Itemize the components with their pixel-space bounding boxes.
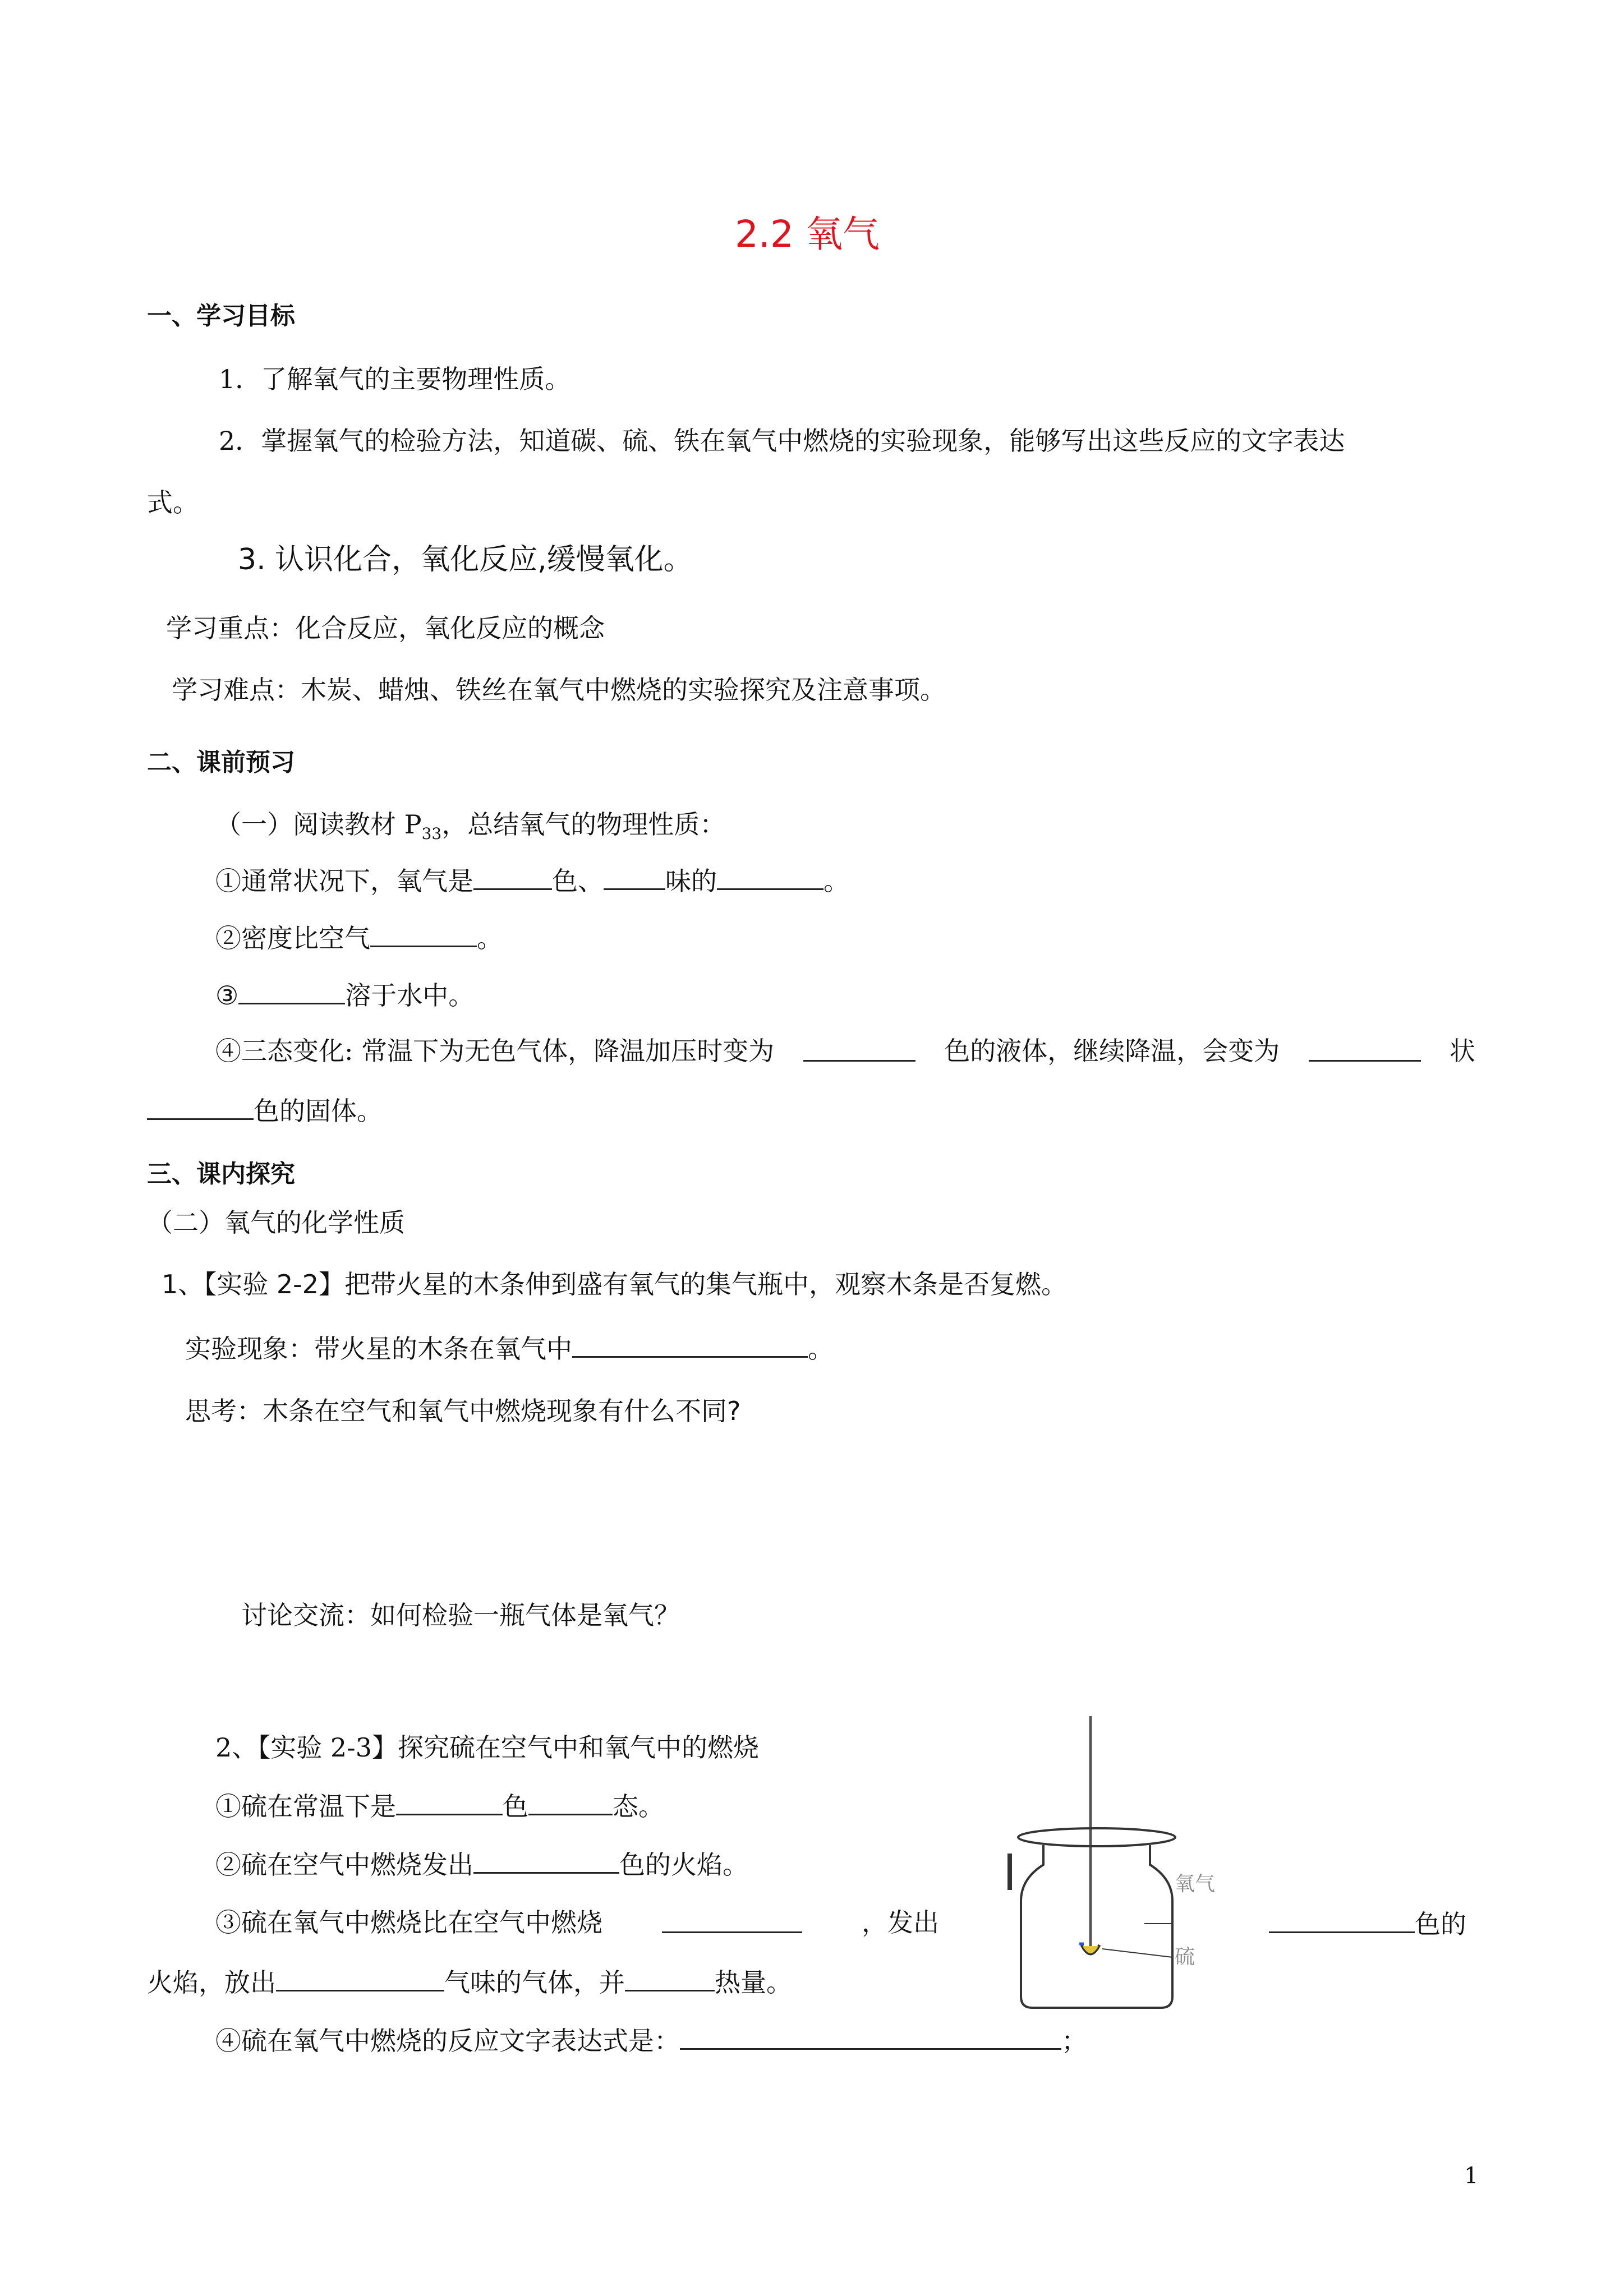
q1-text: 。	[823, 866, 849, 896]
section-heading-preview: 二、课前预习	[147, 748, 295, 777]
textbook-page-number: 33	[421, 824, 442, 843]
page-title: 2.2 氧气	[735, 213, 880, 256]
q1-blank-state[interactable]	[717, 863, 823, 890]
preview-intro-text: （一）阅读教材 P	[215, 809, 422, 840]
key-point: 学习重点：化合反应，氧化反应的概念	[166, 613, 605, 643]
s3-blank-odor[interactable]	[276, 1964, 444, 1991]
s4-text: ④硫在氧气中燃烧的反应文字表达式是：	[215, 2026, 680, 2056]
s3-blank-intensity[interactable]	[662, 1906, 802, 1933]
sulfur-question-1	[215, 1788, 664, 1823]
preview-question-4-line-2	[147, 1092, 383, 1128]
preview-question-1	[215, 863, 849, 898]
s3-text: ，发出	[862, 1907, 939, 1938]
sulfur-question-4	[215, 2022, 1087, 2058]
s2-blank-flame-color[interactable]	[473, 1846, 619, 1874]
preview-intro-text-end: ，总结氧气的物理性质：	[441, 809, 726, 840]
chemical-properties-heading: （二）氧气的化学性质	[147, 1207, 405, 1238]
phenomenon-text: 实验现象：带火星的木条在氧气中	[185, 1334, 572, 1364]
q1-blank-color[interactable]	[473, 863, 552, 890]
q4-text: 状	[1450, 1036, 1475, 1066]
figure-label-sulfur: 硫	[1175, 1945, 1195, 1968]
difficult-point: 学习难点：木炭、蜡烛、铁丝在氧气中燃烧的实验探究及注意事项。	[172, 675, 946, 705]
s3-blank-flame-color[interactable]	[1269, 1906, 1415, 1933]
objective-item-1: 1．了解氧气的主要物理性质。	[219, 364, 571, 394]
s3-blank-heat[interactable]	[625, 1964, 715, 1991]
s3-text: 气味的气体，并	[444, 1967, 625, 1998]
objective-item-3: 3. 认识化合，氧化反应,缓慢氧化。	[238, 543, 693, 577]
q1-text: 色、	[552, 866, 604, 896]
figure-label-oxygen: 氧气	[1175, 1873, 1216, 1896]
experiment-2-2-think: 思考：木条在空气和氧气中燃烧现象有什么不同?	[185, 1396, 741, 1426]
q4-blank-solid-shape[interactable]	[1309, 1034, 1421, 1062]
sulfur-question-2	[215, 1846, 748, 1882]
q3-text: ③	[215, 980, 239, 1011]
page-number: 1	[1464, 2163, 1479, 2189]
experiment-2-2: 1、【实验 2-2】把带火星的木条伸到盛有氧气的集气瓶中，观察木条是否复燃。	[162, 1269, 1068, 1299]
sulfur-question-3-line-1	[215, 1906, 939, 1939]
s2-text: 色的火焰。	[619, 1850, 748, 1880]
s4-blank-equation[interactable]	[680, 2022, 1061, 2050]
objective-item-2-line-2: 式。	[147, 487, 199, 518]
sulfur-question-3-line-2	[147, 1964, 792, 1999]
q4-blank-solid-color[interactable]	[147, 1092, 254, 1120]
section-heading-exploration: 三、课内探究	[147, 1160, 295, 1188]
s1-text: 色	[503, 1791, 528, 1822]
q3-blank-solubility[interactable]	[238, 977, 345, 1004]
objective-item-2-line-1: 2．掌握氧气的检验方法，知道碳、硫、铁在氧气中燃烧的实验现象，能够写出这些反应的文字表达	[219, 426, 1345, 456]
s3-text: 火焰，放出	[147, 1967, 276, 1998]
phenomenon-text: 。	[808, 1334, 834, 1364]
experiment-2-2-phenomenon	[185, 1330, 834, 1366]
q1-text: ①通常状况下，氧气是	[215, 866, 473, 896]
q2-blank-density[interactable]	[370, 920, 477, 947]
q4-blank-liquid-color[interactable]	[803, 1034, 915, 1062]
q1-blank-smell[interactable]	[604, 863, 665, 890]
q1-text: 味的	[665, 866, 717, 896]
s3-text: ③硫在氧气中燃烧比在空气中燃烧	[215, 1907, 602, 1938]
sulfur-question-3-line-1-end	[1269, 1906, 1466, 1941]
s1-blank-state[interactable]	[528, 1788, 613, 1815]
preview-intro	[215, 808, 725, 851]
s4-text: ；	[1061, 2026, 1087, 2056]
s2-text: ②硫在空气中燃烧发出	[215, 1850, 473, 1880]
s1-text: 态。	[613, 1791, 664, 1822]
section-heading-objectives: 一、学习目标	[147, 302, 295, 330]
q4-text: 色的固体。	[254, 1096, 383, 1126]
s1-text: ①硫在常温下是	[215, 1791, 396, 1822]
q3-text: 溶于水中。	[345, 980, 475, 1011]
q4-text: ④三态变化: 常温下为无色气体，降温加压时变为	[215, 1036, 775, 1066]
q2-text: ②密度比空气	[215, 923, 370, 953]
gas-jar-apparatus-figure	[987, 1711, 1257, 2025]
s3-text: 热量。	[715, 1967, 792, 1998]
preview-question-2	[215, 920, 503, 955]
phenomenon-blank[interactable]	[572, 1330, 808, 1358]
q2-text: 。	[477, 923, 503, 953]
preview-question-3	[215, 977, 474, 1012]
preview-question-4-line-1	[215, 1034, 1475, 1068]
s3-text: 色的	[1415, 1909, 1466, 1939]
discussion-question: 讨论交流：如何检验一瓶气体是氧气？	[241, 1600, 680, 1630]
q4-text: 色的液体，继续降温，会变为	[944, 1036, 1280, 1066]
s1-blank-color[interactable]	[396, 1788, 503, 1815]
experiment-2-3: 2、【实验 2-3】探究硫在空气中和氧气中的燃烧	[215, 1732, 759, 1763]
